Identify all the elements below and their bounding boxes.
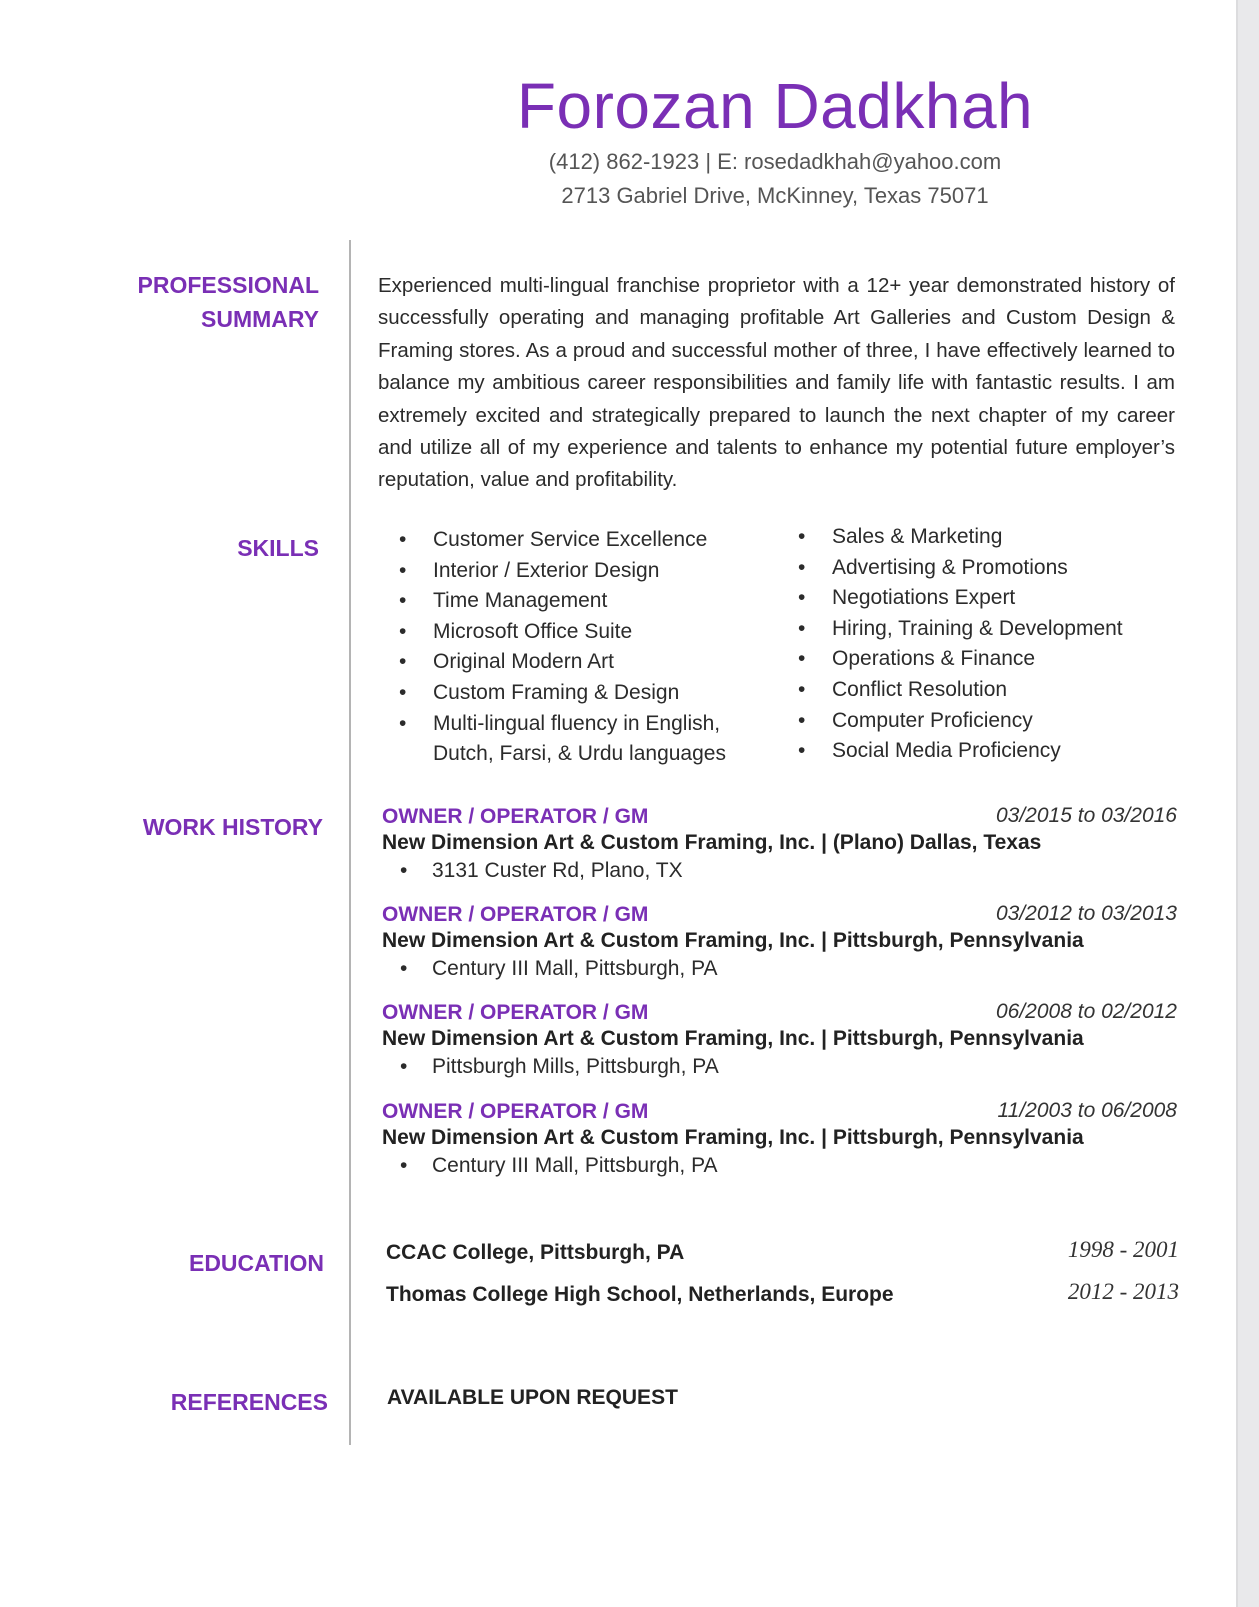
job-entry xyxy=(382,804,1177,886)
bullet-icon: • xyxy=(399,650,407,674)
bullet-icon: • xyxy=(798,739,806,763)
bullet-icon: • xyxy=(399,558,407,582)
skill-item: • Negotiations Expert xyxy=(794,583,1123,614)
references-text: AVAILABLE UPON REQUEST xyxy=(387,1386,678,1409)
job-company: New Dimension Art & Custom Framing, Inc. | Pittsburgh, Pennsylvania xyxy=(382,929,1084,952)
job-title: OWNER / OPERATOR / GM xyxy=(382,1001,649,1024)
skill-item: • Hiring, Training & Development xyxy=(794,614,1123,645)
education-school: CCAC College, Pittsburgh, PA xyxy=(386,1241,685,1264)
skill-item: • Custom Framing & Design xyxy=(395,678,726,709)
skill-item: • Microsoft Office Suite xyxy=(395,617,726,648)
job-location: • Century III Mall, Pittsburgh, PA xyxy=(382,954,1177,984)
skill-item: • Time Management xyxy=(395,586,726,617)
skill-item: • Multi-lingual fluency in English, xyxy=(395,709,726,740)
education-years: 1998 - 2001 xyxy=(1067,1237,1179,1262)
job-company: New Dimension Art & Custom Framing, Inc. | (Plano) Dallas, Texas xyxy=(382,831,1042,854)
skills-heading: SKILLS xyxy=(237,535,319,561)
bullet-icon: • xyxy=(798,647,806,671)
skill-item: • Computer Proficiency xyxy=(794,706,1123,737)
bullet-icon: • xyxy=(399,619,407,643)
work-history-heading: WORK HISTORY xyxy=(142,814,323,840)
bullet-icon: • xyxy=(798,708,806,732)
bullet-icon: • xyxy=(400,859,408,882)
bullet-icon: • xyxy=(399,528,407,551)
job-entry xyxy=(382,1000,1177,1082)
bullet-icon: • xyxy=(798,586,806,610)
candidate-name: Forozan Dadkhah xyxy=(516,70,1034,142)
job-company: New Dimension Art & Custom Framing, Inc. | Pittsburgh, Pennsylvania xyxy=(382,1126,1084,1149)
resume-header xyxy=(440,68,1110,212)
bullet-icon: • xyxy=(798,555,806,579)
bullet-icon: • xyxy=(399,680,407,704)
bullet-icon: • xyxy=(399,711,407,735)
contact-line: (412) 862-1923 | E: rosedadkhah@yahoo.com xyxy=(548,149,1002,174)
skill-item: • Operations & Finance xyxy=(794,644,1123,675)
education-heading: EDUCATION xyxy=(188,1250,324,1276)
job-title: OWNER / OPERATOR / GM xyxy=(382,903,649,926)
references-heading: REFERENCES xyxy=(170,1389,328,1415)
professional-summary-heading xyxy=(138,268,319,336)
job-location: • Pittsburgh Mills, Pittsburgh, PA xyxy=(382,1052,1177,1082)
bullet-icon: • xyxy=(400,957,408,980)
job-location: • Century III Mall, Pittsburgh, PA xyxy=(382,1151,1177,1181)
bullet-icon: • xyxy=(798,677,806,701)
bullet-icon: • xyxy=(400,1154,408,1177)
job-dates: 03/2012 to 03/2013 xyxy=(995,902,1177,925)
job-dates: 06/2008 to 02/2012 xyxy=(995,1000,1177,1023)
job-title: OWNER / OPERATOR / GM xyxy=(382,1100,649,1123)
job-dates: 03/2015 to 03/2016 xyxy=(995,804,1177,827)
summary-heading-line1: PROFESSIONAL xyxy=(137,272,319,298)
job-location: • 3131 Custer Rd, Plano, TX xyxy=(382,856,1177,886)
skill-item: • Sales & Marketing xyxy=(794,522,1123,553)
skill-item-continuation: Dutch, Farsi, & Urdu languages xyxy=(433,742,726,766)
education-school: Thomas College High School, Netherlands, Europe xyxy=(386,1283,894,1306)
skill-item: • Advertising & Promotions xyxy=(794,553,1123,584)
skill-item: • Original Modern Art xyxy=(395,647,726,678)
bullet-icon: • xyxy=(798,616,806,640)
job-dates: 11/2003 to 06/2008 xyxy=(997,1099,1177,1122)
job-company: New Dimension Art & Custom Framing, Inc. | Pittsburgh, Pennsylvania xyxy=(382,1027,1084,1050)
education-entry xyxy=(386,1279,1179,1307)
skill-item: • Conflict Resolution xyxy=(794,675,1123,706)
skill-item: • Customer Service Excellence xyxy=(395,525,726,556)
professional-summary-text: Experienced multi-lingual franchise proprietor with a 12+ year demonstrated history of successfully operating and managing profitable Art Galleries and Custom Design & Framing stores. As a proud and successful mother of three, I have effectively learned to balance my ambitious career responsibilities and family life with fantastic results. I am extremely excited and strategically prepared to launch the next chapter of my career and utilize all of my experience and talents to enhance my potential future employer’s reputation, value and profitability. xyxy=(378,274,1175,492)
bullet-icon: • xyxy=(399,589,407,613)
bullet-icon: • xyxy=(798,525,806,548)
summary-heading-line2: SUMMARY xyxy=(201,306,319,332)
job-entry xyxy=(382,1099,1177,1181)
skill-item: • Social Media Proficiency xyxy=(794,736,1123,767)
bullet-icon: • xyxy=(400,1055,408,1078)
skills-list-right xyxy=(794,522,1123,767)
address-line: 2713 Gabriel Drive, McKinney, Texas 75071 xyxy=(561,183,989,208)
education-years: 2012 - 2013 xyxy=(1067,1279,1179,1304)
skills-list-left xyxy=(395,525,726,770)
skill-item: • Interior / Exterior Design xyxy=(395,556,726,587)
vertical-divider xyxy=(349,240,351,1445)
job-entry xyxy=(382,902,1177,984)
education-entry xyxy=(386,1237,1179,1265)
job-title: OWNER / OPERATOR / GM xyxy=(382,805,649,828)
